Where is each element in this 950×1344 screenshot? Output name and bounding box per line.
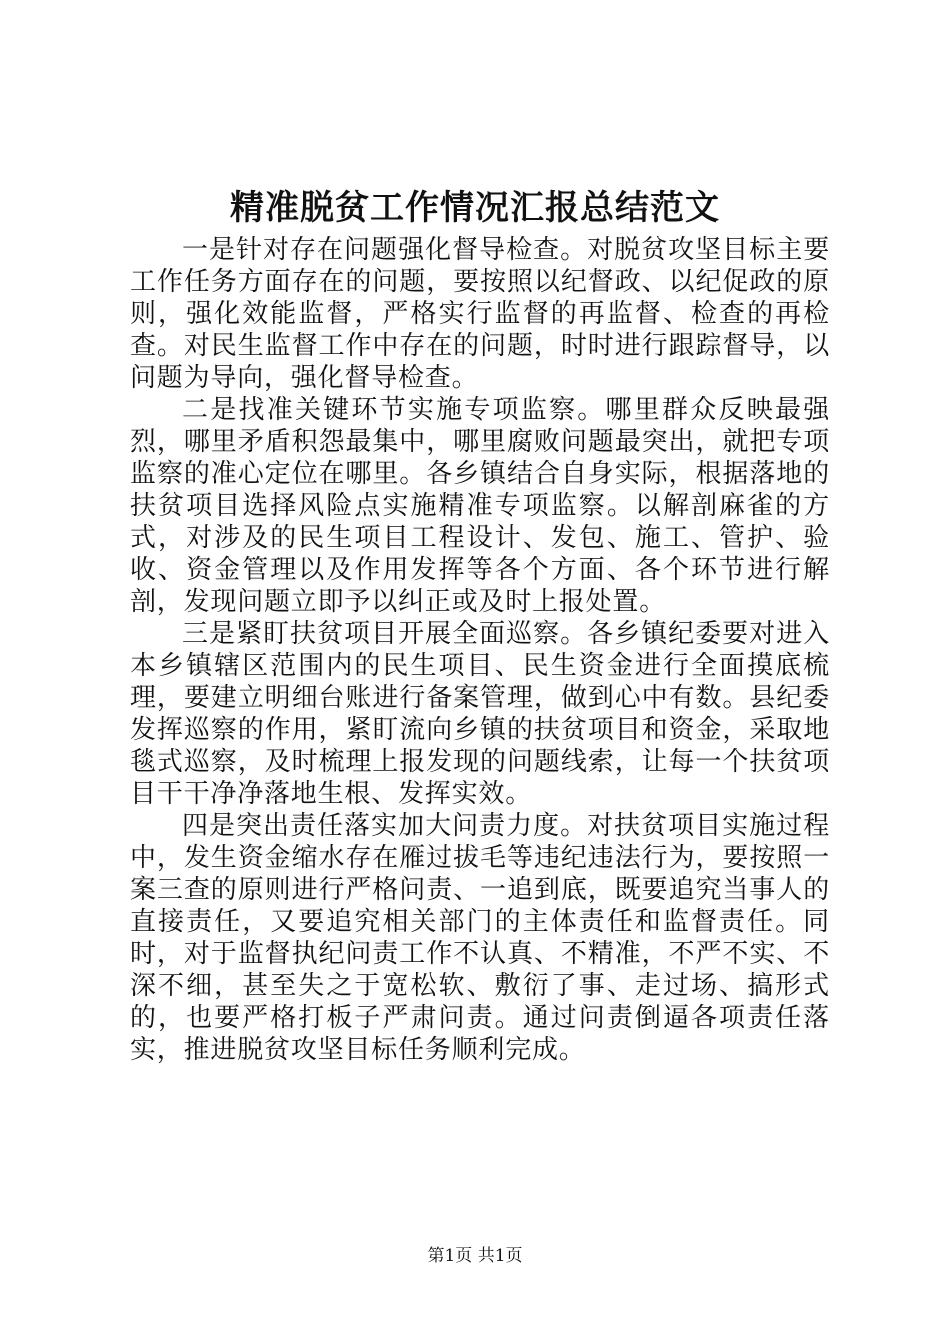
paragraph-2: 二是找准关键环节实施专项监察。哪里群众反映最强烈，哪里矛盾积怨最集中，哪里腐败问题最突出，就把专项监察的准心定位在哪里。各乡镇结合自身实际，根据落地的扶贫项目选择风险点实施精准专项监察。以解剖麻雀的方式，对涉及的民生项目工程设计、发包、施工、管护、验收、资金管理以及作用发挥等各个方面、各个环节进行解剖，发现问题立即予以纠正或及时上报处置。 (130, 395, 830, 617)
paragraph-4: 四是突出责任落实加大问责力度。对扶贫项目实施过程中，发生资金缩水存在雁过拔毛等违纪违法行为，要按照一案三查的原则进行严格问责、一追到底，既要追究当事人的直接责任，又要追究相关部门的主体责任和监督责任。同时，对于监督执纪问责工作不认真、不精准，不严不实、不深不细，甚至失之于宽松软、敷衍了事、走过场、搞形式的，也要严格打板子严肃问责。通过问责倒逼各项责任落实，推进脱贫攻坚目标任务顺利完成。 (130, 811, 830, 1065)
document-body (130, 234, 830, 1066)
paragraph-1: 一是针对存在问题强化督导检查。对脱贫攻坚目标主要工作任务方面存在的问题，要按照以纪督政、以纪促政的原则，强化效能监督，严格实行监督的再监督、检查的再检查。对民生监督工作中存在的问题，时时进行跟踪督导，以问题为导向，强化督导检查。 (130, 235, 830, 393)
paragraph-3: 三是紧盯扶贫项目开展全面巡察。各乡镇纪委要对进入本乡镇辖区范围内的民生项目、民生资金进行全面摸底梳理，要建立明细台账进行备案管理，做到心中有数。县纪委发挥巡察的作用，紧盯流向乡镇的扶贫项目和资金，采取地毯式巡察，及时梳理上报发现的问题线索，让每一个扶贫项目干干净净落地生根、发挥实效。 (130, 619, 830, 809)
document-title: 精准脱贫工作情况汇报总结范文 (230, 188, 720, 228)
page-footer: 第1页 共1页 (427, 1246, 523, 1266)
